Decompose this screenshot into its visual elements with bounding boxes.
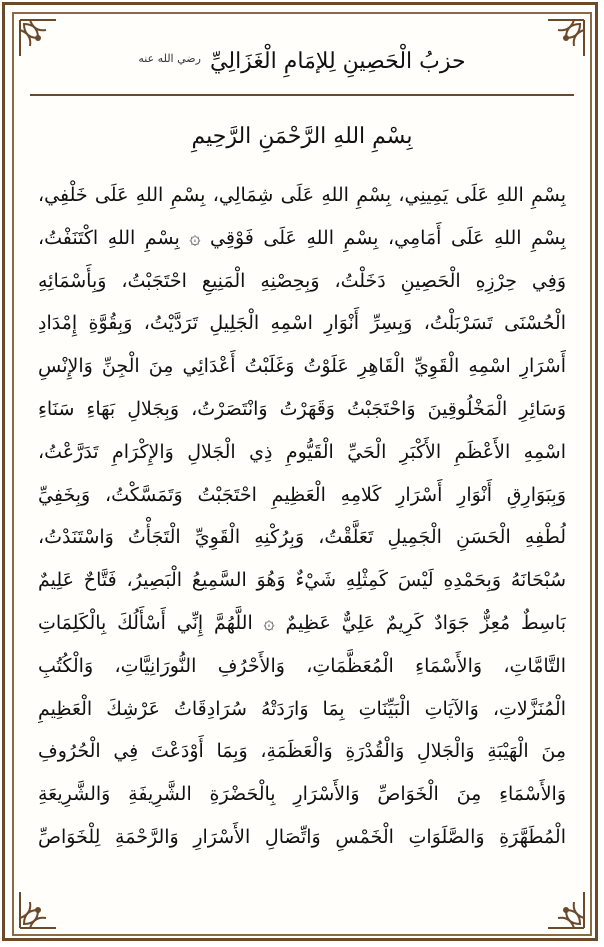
text-line: الْمُنَزَّلاتِ، وَالآيَاتِ الْبَيِّنَاتِ بِمَا وَارَدَتْهُ سُرَادِقَاتُ عَرْشِكَ الْعَظِيمِ <box>38 697 566 720</box>
text-line: أَسْرَارِ اسْمِهِ الْقَوِيِّ الْقَاهِرِ عَلَوْتُ وَغَلَبْتُ أَعْدَائِي مِنَ الْجِنِّ وَالإِنْسِ <box>38 355 566 378</box>
text-line: بِسْمِ اللهِ عَلَى أَمَامِي، بِسْمِ اللهِ عَلَى فَوْقِي ۞ بِسْمِ اللهِ اكْتَنَفْتُ، <box>38 226 566 249</box>
inner-frame <box>12 12 592 936</box>
text-line: بَاسِطٌ مُعِزٌّ جَوَادٌ كَرِيمٌ عَلِيٌّ عَظِيمٌ ۞ اللَّهُمَّ إِنِّي أَسْأَلُكَ بِالْكَلِمَاتِ <box>38 611 566 634</box>
text-line: بِسْمِ اللهِ عَلَى يَمِينِي، بِسْمِ اللهِ عَلَى شِمَالِي، بِسْمِ اللهِ عَلَى خَلْفِي، <box>38 184 566 206</box>
corner-ornament-icon <box>546 18 586 58</box>
prayer-text <box>38 174 566 922</box>
corner-ornament-icon <box>18 18 58 58</box>
text-line: التَّامَّاتِ، وَالأَسْمَاءِ الْمُعَظَّمَاتِ، وَالأَحْرُفِ النُّورَانِيَّاتِ، وَالْكُتُبِ <box>38 654 566 677</box>
basmala: بِسْمِ اللهِ الرَّحْمَنِ الرَّحِيمِ <box>191 124 413 149</box>
text-line: وَسَائِرِ الْمَخْلُوقِينَ وَاحْتَجَبْتُ وَقَهَرْتُ وَانْتَصَرْتُ، وَبِجَلالِ بَهَاءِ سَنَاءِ <box>38 397 566 420</box>
text-line: اسْمِهِ الأَعْظَمِ الأَكْبَرِ الْحَيِّ الْقَيُّومِ ذِي الْجَلالِ وَالإِكْرَامِ تَدَرَّعْتُ، <box>38 440 566 463</box>
text-line: وَفِي حِرْزِهِ الْحَصِينِ دَخَلْتُ، وَبِحِصْنِهِ الْمَنِيعِ احْتَجَبْتُ، وَبِأَسْمَائِهِ <box>38 269 566 292</box>
text-line: وَبِبَوَارِقِ أَنْوَارِ أَسْرَارِ كَلامِهِ الْعَظِيمِ احْتَجَبْتُ وَتَمَسَّكْتُ، وَبِخَفِيِّ <box>38 483 566 506</box>
text-line: الْحُسْنَى تَسَرْبَلْتُ، وَبِسِرِّ أَنْوَارِ اسْمِهِ الْجَلِيلِ تَرَدَّيْتُ، وَبِقُوَّةِ إِمْدَادِ <box>38 312 566 335</box>
honorific: رضي الله عنه <box>138 51 201 65</box>
text-line: مِنَ الْهَيْبَةِ وَالْجَلالِ وَالْقُدْرَةِ وَالْعَظَمَةِ، وَبِمَا أَوْدَعْتَ فِي الْحُرُوفِ <box>38 740 566 763</box>
text-line: وَالأَسْمَاءِ مِنَ الْخَوَاصِّ وَالأَسْرَارِ بِالْحَضْرَةِ الشَّرِيفَةِ وَالشَّرِيعَةِ <box>38 783 566 806</box>
page-header <box>74 40 530 84</box>
text-line: لُطْفِهِ الْحَسَنِ الْجَمِيلِ تَعَلَّقْتُ، وَبِرُكْنِهِ الْقَوِيِّ الْتَجَأْتُ وَاسْتَنَدْتُ، <box>38 526 566 549</box>
text-line: الْمُطَهَّرَةِ وَالصَّلَوَاتِ الْخَمْسِ وَاتِّصَالِ الأَسْرَارِ وَالرَّحْمَةِ لِلْخَوَاصِّ <box>38 825 566 848</box>
header-divider <box>30 94 574 96</box>
text-line: سُبْحَانَهُ وَبِحَمْدِهِ لَيْسَ كَمِثْلِهِ شَيْءٌ وَهُوَ السَّمِيعُ الْبَصِيرُ، فَتَّاحٌ عَلِيمٌ <box>38 569 566 592</box>
page-title: حزبُ الْحَصِينِ لِلإمَامِ الْغَزَالِيِّ <box>210 49 466 74</box>
